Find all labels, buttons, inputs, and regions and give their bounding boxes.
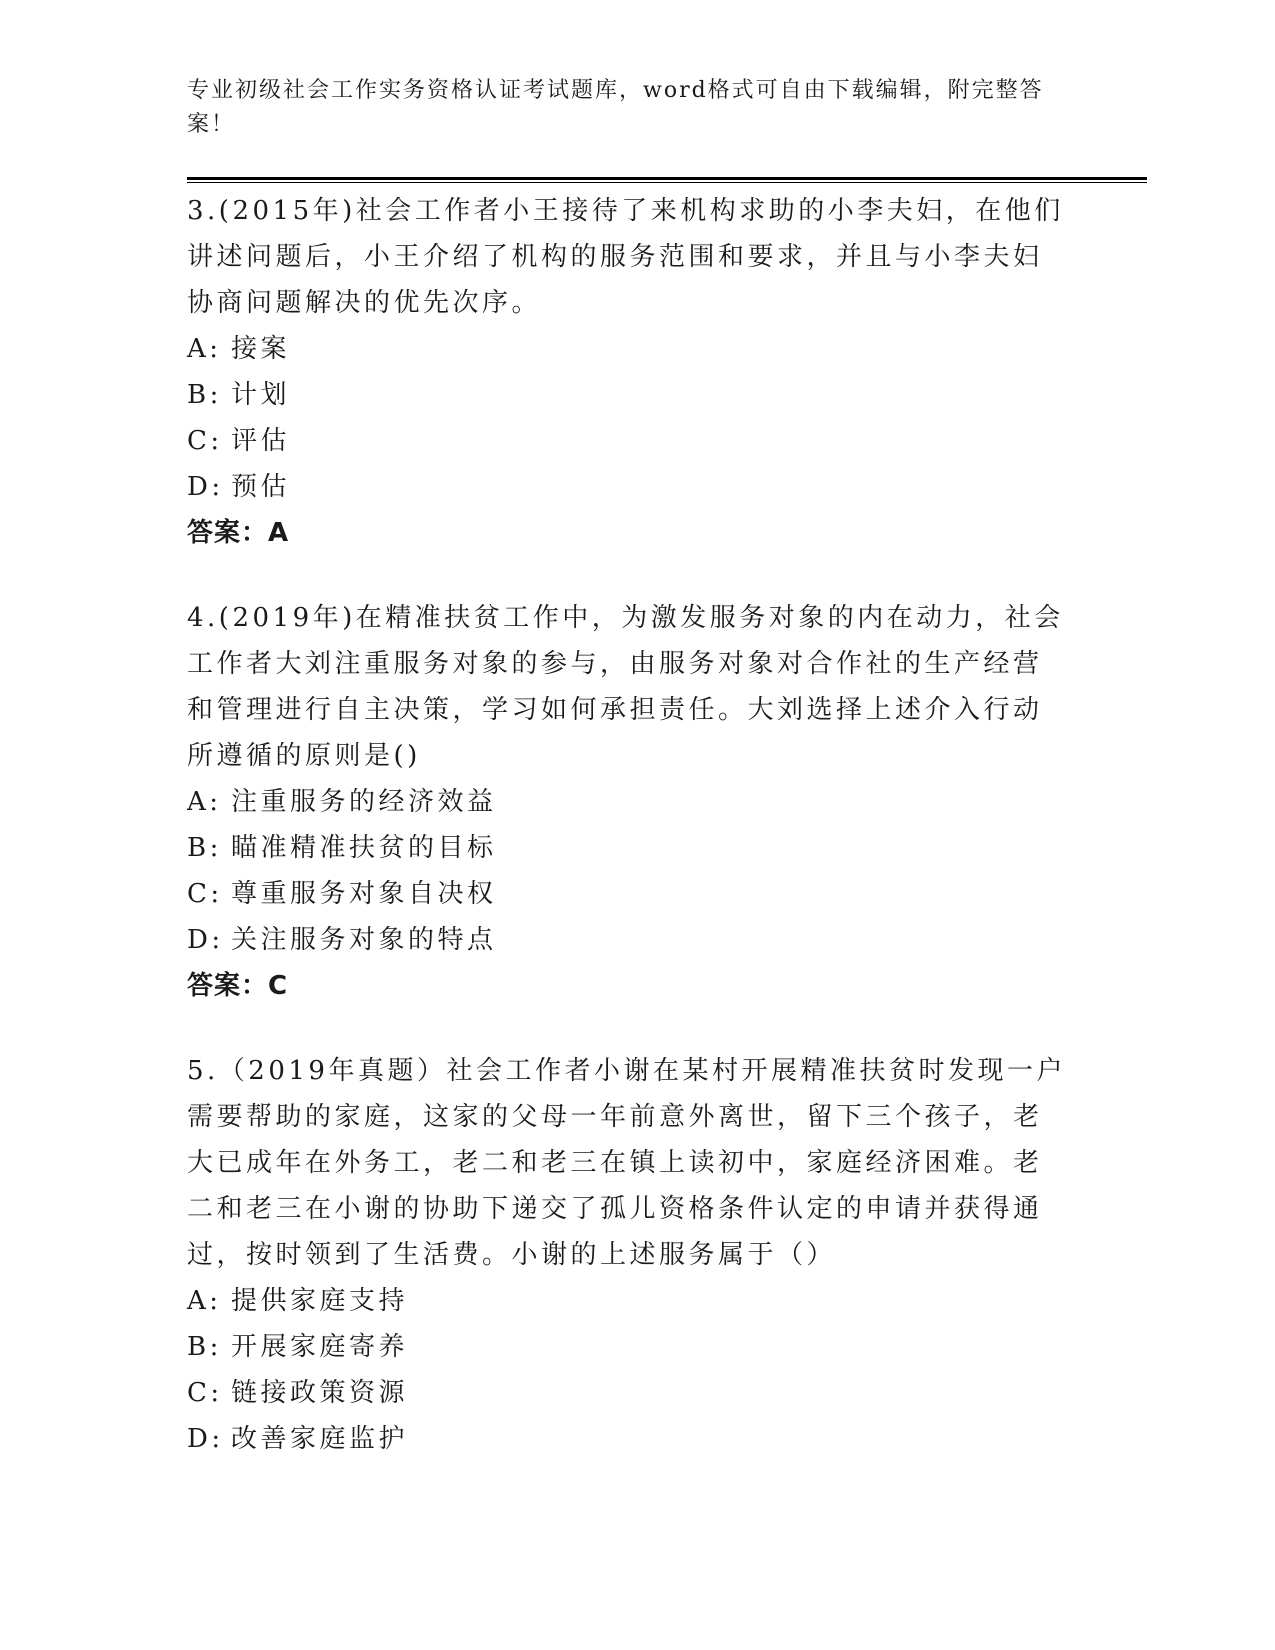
answer-label: 答案：C <box>187 971 289 1001</box>
option-text: 改善家庭监护 <box>231 1424 409 1454</box>
option-letter: C: <box>187 879 223 909</box>
option-text: 关注服务对象的特点 <box>231 925 497 955</box>
option-a <box>187 326 1067 372</box>
option-letter: A: <box>187 1286 222 1316</box>
question-5 <box>187 1048 1067 1462</box>
option-text: 注重服务的经济效益 <box>231 787 497 817</box>
option-text: 开展家庭寄养 <box>231 1332 409 1362</box>
option-letter: D: <box>187 472 224 502</box>
option-a <box>187 1278 1067 1324</box>
question-4 <box>187 595 1067 1009</box>
option-text: 尊重服务对象自决权 <box>231 879 497 909</box>
option-b <box>187 372 1067 418</box>
question-stem: 5.（2019年真题）社会工作者小谢在某村开展精准扶贫时发现一户需要帮助的家庭，这家的父母一年前意外离世，留下三个孩子，老大已成年在外务工，老二和老三在镇上读初中，家庭经济困难。老二和老三在小谢的协助下递交了孤儿资格条件认定的申请并获得通过，按时领到了生活费。小谢的上述服务属于（） <box>187 1056 1066 1270</box>
option-c <box>187 418 1067 464</box>
option-c <box>187 871 1067 917</box>
header-rule-thin <box>187 182 1147 183</box>
option-letter: B: <box>187 380 222 410</box>
option-text: 评估 <box>231 426 291 456</box>
header-text: 专业初级社会工作实务资格认证考试题库，word格式可自由下载编辑，附完整答案！ <box>187 78 1044 137</box>
option-b <box>187 1324 1067 1370</box>
option-letter: B: <box>187 833 222 863</box>
option-text: 接案 <box>231 334 291 364</box>
option-letter: C: <box>187 426 223 456</box>
option-letter: C: <box>187 1378 223 1408</box>
option-b <box>187 825 1067 871</box>
option-d <box>187 1416 1067 1462</box>
option-letter: D: <box>187 925 224 955</box>
question-stem: 3.(2015年)社会工作者小王接待了来机构求助的小李夫妇，在他们讲述问题后，小王介绍了机构的服务范围和要求，并且与小李夫妇协商问题解决的优先次序。 <box>187 196 1064 318</box>
option-d <box>187 917 1067 963</box>
answer-label: 答案：A <box>187 518 290 548</box>
option-letter: A: <box>187 787 222 817</box>
header-rule-thick <box>187 177 1147 180</box>
option-letter: A: <box>187 334 222 364</box>
option-text: 瞄准精准扶贫的目标 <box>231 833 497 863</box>
option-text: 预估 <box>231 472 291 502</box>
question-stem: 4.(2019年)在精准扶贫工作中，为激发服务对象的内在动力，社会工作者大刘注重服务对象的参与，由服务对象对合作社的生产经营和管理进行自主决策，学习如何承担责任。大刘选择上述介入行动所遵循的原则是() <box>187 603 1064 771</box>
option-text: 提供家庭支持 <box>231 1286 409 1316</box>
option-letter: B: <box>187 1332 222 1362</box>
option-text: 链接政策资源 <box>231 1378 409 1408</box>
option-c <box>187 1370 1067 1416</box>
option-a <box>187 779 1067 825</box>
option-letter: D: <box>187 1424 224 1454</box>
question-3 <box>187 188 1067 556</box>
option-d <box>187 464 1067 510</box>
option-text: 计划 <box>231 380 291 410</box>
